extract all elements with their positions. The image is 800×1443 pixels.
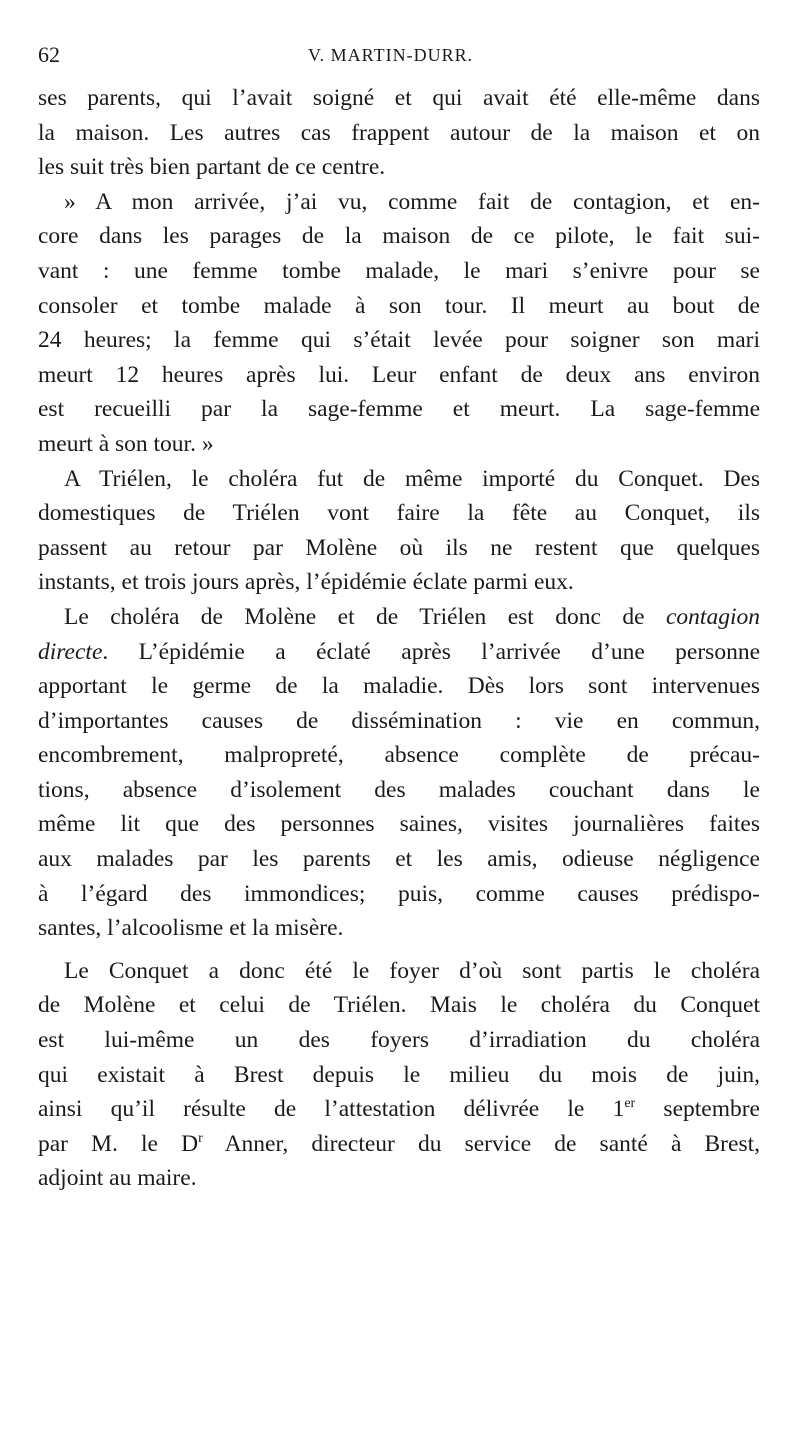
text-run: septembre [635,1096,760,1123]
text-line [38,635,760,670]
text-line [38,600,760,635]
text-line: même lit que des personnes saines, visites journalières faites [38,811,760,838]
italic-term: contagion [666,603,760,630]
text-line: encombrement, malpropreté, absence complète de précau- [38,742,760,769]
text-line: vant : une femme tombe malade, le mari s’enivre pour se [38,257,760,284]
text-line: apportant le germe de la maladie. Dès lors sont intervenues [38,673,760,700]
text-line: tions, absence d’isolement des malades couchant dans le [38,776,760,803]
page-number: 62 [38,42,60,67]
text-line: passent au retour par Molène où ils ne restent que quelques [38,534,760,561]
text-line: A Triélen, le choléra fut de même importé du Conquet. Des [64,465,760,492]
text-line: instants, et trois jours après, l’épidémie éclate parmi eux. [38,569,574,596]
text-line: est recueilli par la sage-femme et meurt. La sage-femme [38,396,760,423]
text-run: Le choléra de Molène et de Triélen est donc de [64,603,666,630]
text-line [38,1127,760,1162]
text-line: est lui-même un des foyers d’irradiation du choléra [38,1027,760,1054]
text-line: domestiques de Triélen vont faire la fête au Conquet, ils [38,500,760,527]
superscript: er [624,1096,636,1112]
text-line: d’importantes causes de dissémination : vie en commun, [38,707,760,734]
text-run: . L’épidémie a éclaté après l’arrivée d’une personne [102,638,760,665]
text-line: adjoint au maire. [38,1165,197,1192]
text-run: par M. le D [38,1130,199,1157]
text-line: core dans les parages de la maison de ce pilote, le fait sui- [38,223,760,250]
running-head: V. MARTIN-DURR. [308,45,474,65]
text-line: ses parents, qui l’avait soigné et qui avait été elle-même dans [38,85,760,111]
text-run: Anner, directeur du service de santé à Brest, [202,1130,760,1157]
text-line: aux malades par les parents et les amis, odieuse négligence [38,846,760,873]
italic-term: directe [38,638,103,665]
text-line: à l’égard des immondices; puis, comme causes prédispo- [38,880,760,907]
body-text [38,81,760,1196]
text-run: ainsi qu’il résulte de l’attestation délivrée le 1 [38,1096,625,1123]
text-line: qui existait à Brest depuis le milieu du mois de juin, [38,1061,760,1088]
text-line: Le Conquet a donc été le foyer d’où sont partis le choléra [64,957,760,984]
text-line: » A mon arrivée, j’ai vu, comme fait de contagion, et en- [64,188,760,215]
text-line: 24 heures; la femme qui s’était levée pour soigner son mari [38,327,760,354]
text-line [38,1092,760,1127]
text-line: meurt 12 heures après lui. Leur enfant de deux ans environ [38,361,760,388]
text-line: santes, l’alcoolisme et la misère. [38,915,344,942]
text-line: de Molène et celui de Triélen. Mais le choléra du Conquet [38,992,760,1019]
superscript: r [198,1130,203,1146]
text-line: consoler et tombe malade à son tour. Il meurt au bout de [38,292,760,319]
text-line: les suit très bien partant de ce centre. [38,154,386,181]
text-line: meurt à son tour. » [38,430,214,457]
paragraph-gap [38,946,760,954]
page-header [38,40,763,70]
text-line: la maison. Les autres cas frappent autour de la maison et on [38,119,760,146]
